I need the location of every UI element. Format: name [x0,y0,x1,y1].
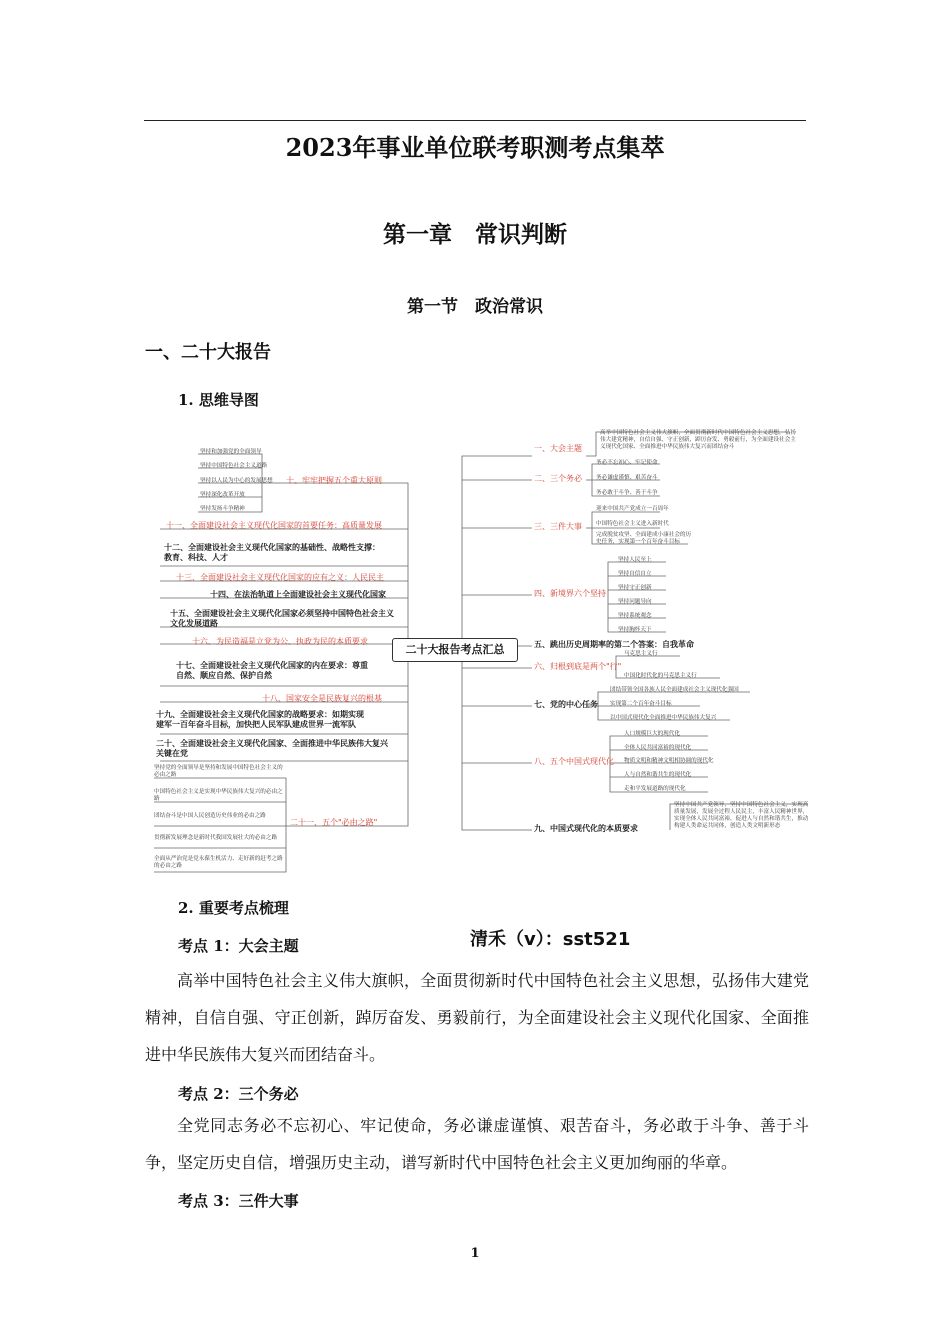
branch-15-title: 十五、全面建设社会主义现代化国家必须坚持中国特色社会主义文化发展道路 [170,609,394,628]
section-title: 第一节 政治常识 [407,297,543,317]
branch-7-item: 以中国式现代化全面推进中华民族伟大复兴 [610,715,717,721]
branch-20-title: 二十、全面建设社会主义现代化国家、全面推进中华民族伟大复兴关键在党 [156,739,388,758]
branch-4-item: 坚持守正创新 [618,585,652,591]
branch-5-title: 五、跳出历史周期率的第二个答案：自我革命 [534,640,694,649]
branch-8-title: 八、五个中国式现代化 [534,757,614,766]
branch-3-item: 完成脱贫攻坚、全面建成小康社会的历史任务，实现第一个百年奋斗目标 [596,532,692,545]
branch-6-title: 六、归根到底是两个"行" [534,662,622,671]
key-point-1-text: 高举中国特色社会主义伟大旗帜，全面贯彻新时代中国特色社会主义思想，弘扬伟大建党精神，自信自强、守正创新，踔厉奋发、勇毅前行，为全面建设社会主义现代化国家、全面推进中华民族伟大复兴而团结奋斗。 [145,971,809,1064]
branch-21-item: 全面从严治党是党永葆生机活力、走好新的赶考之路的必由之路 [154,856,283,869]
key-point-2-text: 全党同志务必不忘初心、牢记使命，务必谦虚谨慎、艰苦奋斗，务必敢于斗争、善于斗争，坚定历史自信，增强历史主动，谱写新时代中国特色社会主义更加绚丽的华章。 [145,1116,809,1172]
branch-10-item: 坚持和加强党的全面领导 [200,449,262,455]
branch-7-title: 七、党的中心任务 [534,700,598,709]
key-point-3-title: 考点 3：三件大事 [178,1192,299,1210]
branch-7-item: 团结带领全国各族人民全面建成社会主义现代化强国 [610,687,739,693]
page-number: 1 [470,1246,480,1261]
branch-8-item: 走和平发展道路的现代化 [624,786,686,792]
key-point-1-title: 考点 1：大会主题 [178,937,299,955]
branch-17-title: 十七、全面建设社会主义现代化国家的内在要求：尊重自然、顺应自然、保护自然 [176,661,368,680]
branch-2-item: 务必谦虚谨慎、艰苦奋斗 [596,475,658,481]
branch-2-title: 二、三个务必 [534,474,582,483]
branch-4-item: 坚持自信自立 [618,571,652,577]
branch-16-title: 十六、为民造福是立党为公、执政为民的本质要求 [192,637,368,646]
branch-3-title: 三、三件大事 [534,522,582,531]
branch-6-item: 马克思主义行 [624,651,658,657]
branch-4-item: 坚持问题导向 [618,599,652,605]
chapter-title: 第一章 常识判断 [383,221,567,248]
branch-8-item: 物质文明和精神文明相协调的现代化 [624,758,714,764]
branch-4-item: 坚持人民至上 [618,557,652,563]
branch-19-title: 十九、全面建设社会主义现代化国家的战略要求：如期实现建军一百年奋斗目标，加快把人民军队建成世界一流军队 [156,710,364,729]
branch-1-title: 一、大会主题 [534,444,582,453]
branch-12-title: 十二、全面建设社会主义现代化国家的基础性、战略性支撑：教育、科技、人才 [164,543,380,562]
branch-21-item: 坚持党的全面领导是坚持和发展中国特色社会主义的必由之路 [154,765,283,778]
branch-21-item: 团结奋斗是中国人民创造历史伟业的必由之路 [154,813,266,819]
mind-map [140,420,812,886]
branch-7-item: 实现第二个百年奋斗目标 [610,701,672,707]
branch-10-title: 十、牢牢把握五个重大原则 [286,476,382,485]
branch-2-item: 务必不忘初心、牢记使命 [596,460,658,466]
top-rule [144,120,806,121]
branch-3-item: 中国特色社会主义进入新时代 [596,521,669,527]
branch-9-title: 九、中国式现代化的本质要求 [534,824,638,833]
branch-4-item: 坚持系统观念 [618,613,652,619]
branch-21-title: 二十一、五个"必由之路" [290,818,378,827]
branch-4-item: 坚持胸怀天下 [618,627,652,633]
branch-10-item: 坚持以人民为中心的发展思想 [200,478,273,484]
branch-21-item: 中国特色社会主义是实现中华民族伟大复兴的必由之路 [154,789,283,802]
watermark-text: 清禾（v）：sst521 [470,929,631,950]
document-title: 2023年事业单位联考职测考点集萃 [285,133,665,162]
branch-8-item: 全体人民共同富裕的现代化 [624,745,692,751]
branch-1-text: 高举中国特色社会主义伟大旗帜，全面贯彻新时代中国特色社会主义思想，弘扬伟大建党精神，自信自强、守正创新，踔厉奋发、勇毅前行，为全面建设社会主义现代化国家、全面推进中华民族伟大复兴而团结奋斗 [600,430,796,450]
branch-4-title: 四、新境界六个坚持 [534,589,606,598]
branch-8-item: 人与自然和谐共生的现代化 [624,772,692,778]
branch-21-item: 贯彻新发展理念是新时代我国发展壮大的必由之路 [154,835,278,841]
branch-8-item: 人口规模巨大的现代化 [624,731,680,737]
key-point-2-title: 考点 2：三个务必 [178,1085,299,1103]
branch-2-item: 务必敢于斗争、善于斗争 [596,490,658,496]
branch-3-item: 迎来中国共产党成立一百周年 [596,506,669,512]
branch-13-title: 十三、全面建设社会主义现代化国家的应有之义：人民民主 [176,573,384,582]
subheading-key-points: 2. 重要考点梳理 [178,899,289,917]
branch-18-title: 十八、国家安全是民族复兴的根基 [262,694,382,703]
mind-map-center: 二十大报告考点汇总 [392,638,518,662]
heading-1: 一、二十大报告 [145,342,271,363]
subheading-mindmap: 1. 思维导图 [178,391,259,409]
branch-10-item: 坚持中国特色社会主义道路 [200,463,268,469]
branch-9-text: 坚持中国共产党领导，坚持中国特色社会主义，实现高质量发展，发展全过程人民民主，丰富人民精神世界，实现全体人民共同富裕，促进人与自然和谐共生，推动构建人类命运共同体，创造人类文明新形态 [674,802,809,829]
branch-10-item: 坚持深化改革开放 [200,492,245,498]
branch-14-title: 十四、在法治轨道上全面建设社会主义现代化国家 [210,590,386,599]
branch-11-title: 十一、全面建设社会主义现代化国家的首要任务：高质量发展 [166,521,382,530]
branch-6-item: 中国化时代化的马克思主义行 [624,673,697,679]
branch-10-item: 坚持发扬斗争精神 [200,506,245,512]
